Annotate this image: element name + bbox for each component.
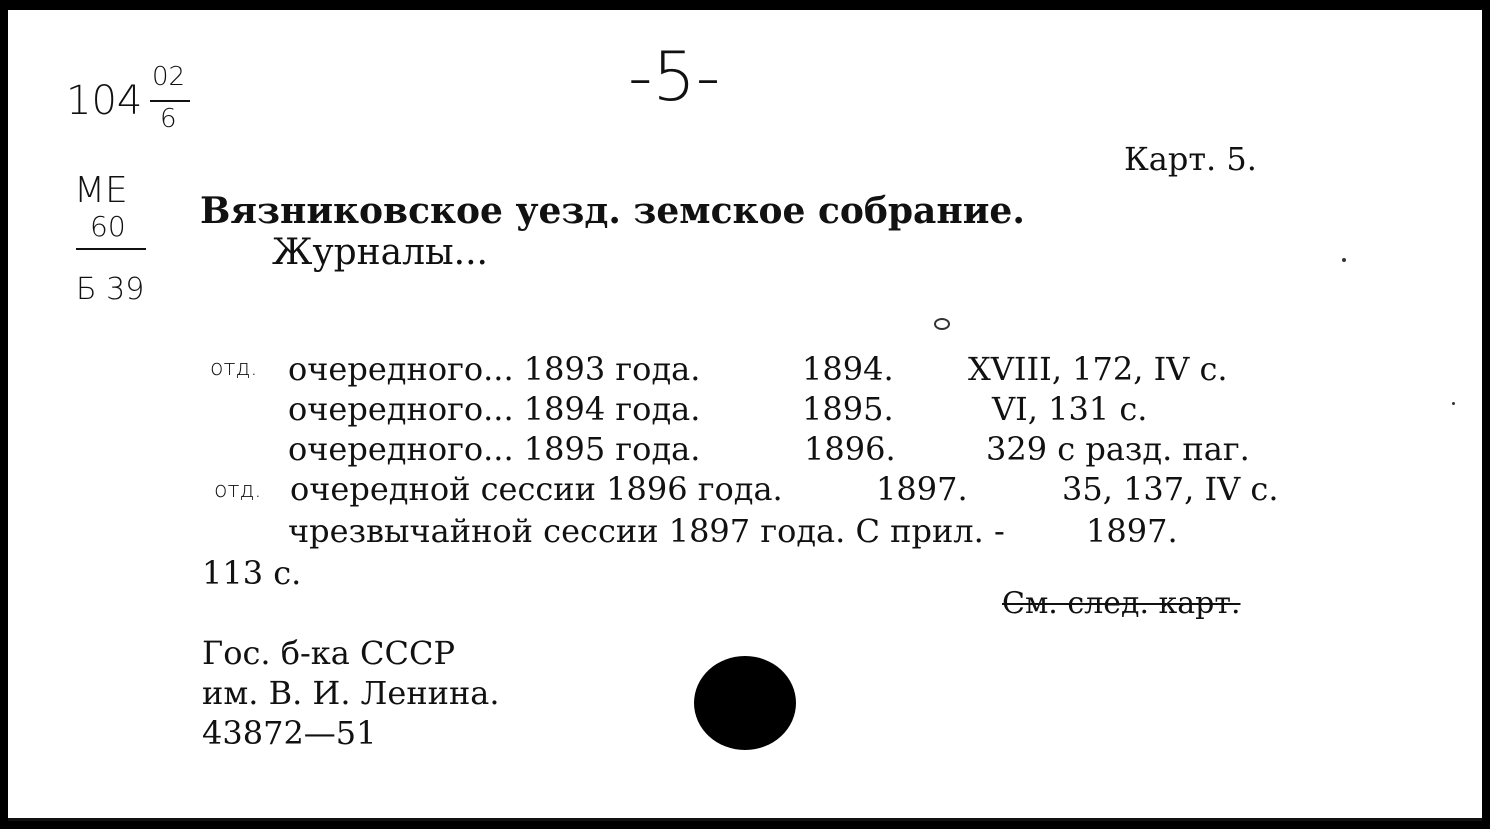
entry-4-year: 1897. — [876, 470, 968, 508]
entry-2-year: 1895. — [802, 390, 894, 428]
entry-2-session: очередного... 1894 года. — [288, 390, 701, 428]
entry-1-pages: XVIII, 172, IV с. — [968, 350, 1228, 388]
library-line2: им. В. И. Ленина. — [202, 674, 500, 712]
call-number-fraction-line — [150, 100, 190, 102]
entry-3-session: очередного... 1895 года. — [288, 430, 701, 468]
card-label: Карт. 5. — [1124, 140, 1257, 178]
entry-4-pages: 35, 137, IV с. — [1062, 470, 1279, 508]
library-line3: 43872—51 — [202, 714, 377, 752]
shelf-mark-line3: Б 39 — [76, 272, 145, 307]
shelf-mark-line2: 60 — [90, 210, 126, 243]
call-number-sub: 6 — [160, 104, 177, 134]
punch-hole — [694, 656, 796, 750]
entry-2-pages: VI, 131 с. — [992, 390, 1148, 428]
prefix-mark-1: отд. — [210, 356, 258, 381]
entry-3-pages: 329 с разд. паг. — [986, 430, 1250, 468]
page-number: -5- — [628, 38, 721, 117]
library-line1: Гос. б-ка СССР — [202, 634, 456, 672]
speck — [934, 318, 950, 330]
extra-line1-year: 1897. — [1086, 512, 1178, 550]
extra-line1: чрезвычайной сессии 1897 года. С прил. - — [288, 512, 1005, 550]
title-line1: Вязниковское уезд. земское собрание. — [200, 190, 1025, 232]
speck — [1342, 258, 1346, 262]
speck — [1452, 402, 1455, 405]
call-number-sup: 02 — [152, 62, 186, 92]
entry-1-year: 1894. — [802, 350, 894, 388]
see-next-card: См. след. карт. — [1002, 586, 1241, 621]
entry-3-year: 1896. — [804, 430, 896, 468]
call-number-main: 104 — [66, 78, 143, 124]
prefix-mark-2: отд. — [214, 478, 262, 503]
shelf-mark-divider — [76, 248, 146, 250]
entry-4-session: очередной сессии 1896 года. — [290, 470, 783, 508]
title-line2: Журналы... — [272, 232, 488, 273]
entry-1-session: очередного... 1893 года. — [288, 350, 701, 388]
shelf-mark-line1: ME — [74, 170, 128, 211]
extra-line2: 113 с. — [202, 554, 302, 592]
